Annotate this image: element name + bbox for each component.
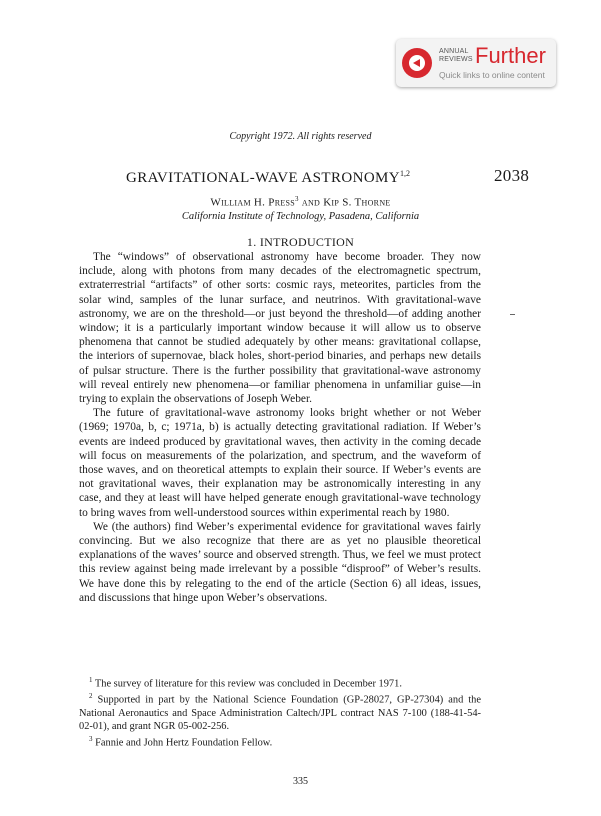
footnote <box>79 674 481 690</box>
further-label: Further <box>475 43 546 68</box>
author-1-footnote-mark: 3 <box>295 195 299 203</box>
footnote-mark: 2 <box>89 692 93 701</box>
author-line <box>0 195 601 209</box>
paragraph: The “windows” of observational astronomy have become broader. They now include, along with photons from many decades of the electromagnetic spectrum, extraterrestrial “artifacts” of other sorts: cosmic rays, meteorites, particles from the solar wind, samples of the lunar surface, and neutrinos. With gravitational-wave astronomy, we are on the threshold—or just beyond the threshold—of adding another window; it is a particularly important window because it will allow us to observe phenomena that cannot be studied adequately by other means: gravitational collapse, the interiors of supernovae, black holes, short-period binaries, and perhaps new details of pulsar structure. There is the further possibility that gravitational-wave astronomy will reveal entirely new phenomena—or familiar phenomena in unfamiliar guise—in trying to explain the observations of Joseph Weber. <box>79 251 481 406</box>
footnote-text: Supported in part by the National Science Foundation (GP-28027, GP-27304) and the National Aeronautics and Space Administration Caltech/JPL contract NAS 7-100 (188-41-54-02-01), and grant NGR 05-002-256. <box>79 694 481 732</box>
margin-mark <box>510 314 515 315</box>
annual-reviews-logo-text: ANNUAL REVIEWS <box>439 48 473 63</box>
article-title <box>126 169 410 187</box>
further-badge[interactable] <box>396 39 556 87</box>
footnote-mark: 1 <box>89 676 93 684</box>
footnote <box>79 690 481 732</box>
paragraph: We (the authors) find Weber’s experimental evidence for gravitational waves fairly convincing. But we also recognize that there are as yet no plausible theoretical explanations of the waves’ source and observed strength. Thus, we feel we must protect this review against being made irrelevant by a possible “disproof” of Weber’s results. We have done this by relegating to the end of the article (Section 6) all ideas, issues, and discussions that hinge upon Weber’s observations. <box>79 520 481 604</box>
badge-tagline: Quick links to online content <box>439 70 545 80</box>
page-code: 2038 <box>494 166 530 185</box>
footnote-text: Fannie and John Hertz Foundation Fellow. <box>95 737 273 749</box>
body-text <box>79 250 481 605</box>
footnote <box>79 733 481 749</box>
title-footnote-marks: 1,2 <box>400 169 411 178</box>
footnote-text: The survey of literature for this review was concluded in December 1971. <box>94 678 402 690</box>
affiliation: California Institute of Technology, Pasadena, California <box>181 211 420 222</box>
author-2: Kip S. Thorne <box>323 196 391 209</box>
copyright-notice: Copyright 1972. All rights reserved <box>229 131 372 142</box>
footnotes <box>79 674 481 749</box>
arrow-left-circle-icon <box>402 48 432 78</box>
paragraph: The future of gravitational-wave astronomy looks bright whether or not Weber (1969; 1970a, b, c; 1971a, b) is actually detecting gravitational radiation. If Weber’s events are indeed produced by gravitational waves, then activity in the coming decade will focus on measurements of the polarization, and spectrum, and the waveform of those waves, and on theoretical attempts to explain their source. If Weber’s events are not gravitational waves, their explanation may be astronomically interesting in any case, and they at least will have helped generate enough gravitational-wave technology to bring waves from well-understood sources within experimental reach by 1980. <box>79 407 481 519</box>
author-1: William H. Press <box>210 196 296 209</box>
author-conjunction: and <box>301 196 321 209</box>
footnote-mark: 3 <box>89 734 93 743</box>
article-title-text: GRAVITATIONAL-WAVE ASTRONOMY <box>126 170 401 186</box>
section-heading: 1. INTRODUCTION <box>246 235 355 249</box>
page-number: 335 <box>293 776 308 787</box>
